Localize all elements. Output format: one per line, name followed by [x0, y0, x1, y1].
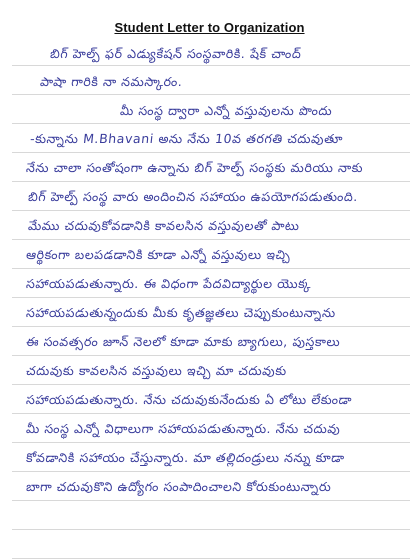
handwritten-line: -కున్నాను M.Bhavani అను నేను 10వ తరగతి చదువుతూ [29, 131, 344, 146]
handwritten-line: మేము చదువుకోవడానికి కావలసిన వస్తువులతో పాటు [27, 218, 301, 233]
handwritten-line: చదువుకు కావలసిన వస్తువులు ఇచ్చి మా చదువుకు [25, 363, 288, 378]
handwritten-line: సహాయపడుతున్నందుకు మీకు కృతజ్ఞతలు చెప్పుకుంటున్నాను [25, 305, 337, 320]
handwritten-line: బిగ్ హెల్ప్ సంస్థ వారు అందించిన సహాయం ఉపయోగపడుతుంది. [27, 189, 359, 204]
handwritten-line: ఆర్థికంగా బలపడడానికి కూడా ఎన్నో వస్తువులు ఇచ్చి [25, 247, 292, 262]
ruled-line [12, 533, 410, 559]
handwritten-line: మీ సంస్థ ద్వారా ఎన్నో వస్తువులను పొందు [119, 103, 334, 118]
handwritten-line: బాగా చదువుకొని ఉద్యోగం సంపాదించాలని కోరుకుంటున్నారు [25, 479, 333, 494]
document-title: Student Letter to Organization [114, 20, 305, 35]
handwritten-line: నేను చాలా సంతోషంగా ఉన్నాను బిగ్ హెల్ప్ సంస్థకు మరియు నాకు [25, 160, 365, 175]
handwritten-line: పాషా గారికి నా నమస్కారం. [39, 74, 184, 89]
handwritten-line: కోవడానికి సహాయం చేస్తున్నారు. మా తల్లిదండ్రులు నన్ను కూడా [25, 450, 346, 465]
handwritten-line: బిగ్ హెల్ప్ ఫర్ ఎడ్యుకేషన్ సంస్థవారికి. షేక్ చాంద్ [49, 46, 303, 61]
handwritten-line: ఈ సంవత్సరం జూన్ నెలలో కూడా మాకు బ్యాగులు, పుస్తకాలు [25, 334, 342, 349]
handwritten-line: సహాయపడుతున్నారు. నేను చదువుకునేందుకు ఏ లోటు లేకుండా [25, 392, 353, 407]
ruled-line [12, 504, 410, 530]
handwritten-line: సహాయపడుతున్నారు. ఈ విధంగా పేదవిద్యార్థుల యొక్క [25, 276, 313, 291]
handwritten-line: మీ సంస్థ ఎన్నో విధాలుగా సహాయపడుతున్నారు. నేను చదువు [25, 421, 342, 436]
